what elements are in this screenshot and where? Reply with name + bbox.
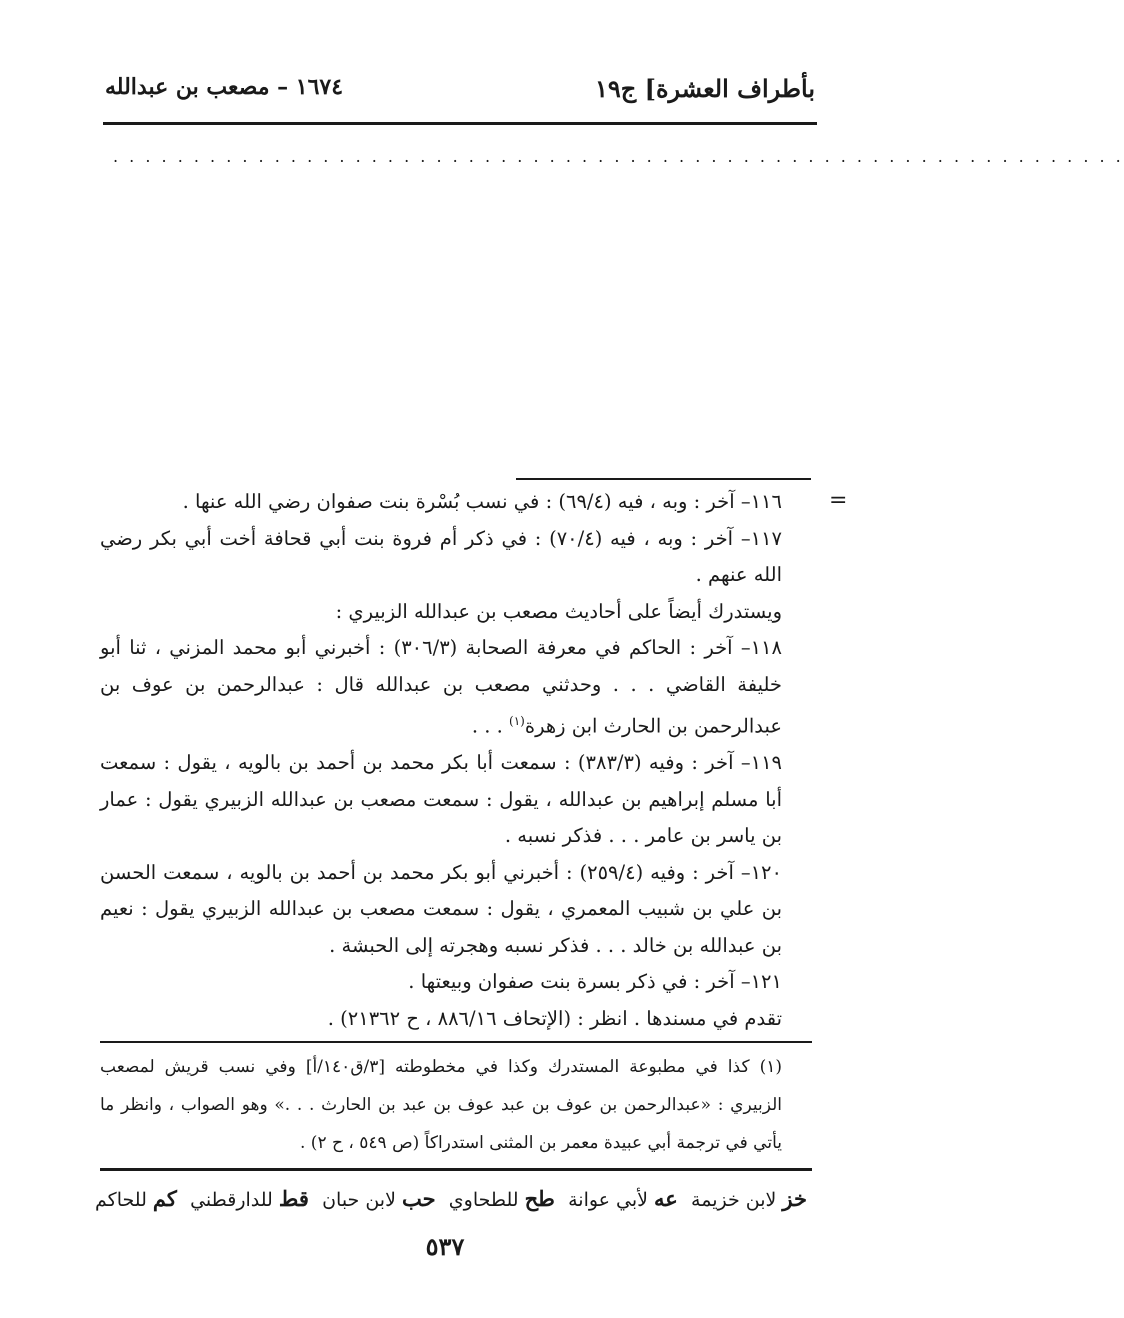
footnote-ref: (١): [509, 714, 525, 728]
abbrev-item: [691, 1186, 807, 1211]
footer-rule: [100, 1168, 812, 1171]
running-header: [105, 74, 815, 114]
abbrev-label: للحاكم: [95, 1188, 147, 1211]
abbrev-code: قط: [278, 1185, 309, 1211]
abbrev-item: [568, 1186, 678, 1211]
abbrev-label: لأبي عوانة: [568, 1188, 648, 1211]
abbrev-code: عه: [654, 1185, 678, 1211]
section-separator: [516, 478, 811, 480]
entry-118-text: ١١٨– آخر : الحاكم في معرفة الصحابة (٣٠٦/٣) : أخبرني أبو محمد المزني ، ثنا أبو خليفة القاضي . . . وحدثني مصعب بن عبدالله قال : عبدالرحمن بن عوف بن عبدالرحمن بن الحارث ابن زهرة: [100, 636, 782, 738]
abbrev-item: [449, 1186, 555, 1211]
footnote: [100, 1048, 812, 1162]
header-rule: [103, 122, 817, 125]
abbrev-label: للطحاوي: [448, 1188, 519, 1211]
entry-121-reference: تقدم في مسندها . انظر : (الإتحاف ٨٨٦/١٦ ، ح ٢١٣٦٢) .: [327, 1006, 782, 1030]
supplement-heading: ويستدرك أيضاً على أحاديث مصعب بن عبدالله الزبيري :: [335, 599, 782, 623]
abbrev-item: [95, 1186, 177, 1211]
abbrev-item: [322, 1186, 436, 1211]
abbrev-code: خز: [782, 1185, 807, 1211]
abbrev-code: حب: [401, 1185, 436, 1211]
abbrev-label: لابن حبان: [322, 1188, 396, 1211]
abbreviation-key: [95, 1180, 807, 1216]
abbrev-item: [190, 1186, 309, 1211]
entry-117: ١١٧– آخر : وبه ، فيه (٧٠/٤) : في ذكر أم فروة بنت أبي قحافة أخت أبي بكر رضي الله عنهم .: [100, 526, 782, 586]
entry-118-ellipsis: . . .: [471, 714, 510, 738]
header-volume: بأطراف العشرة] ج١٩: [594, 74, 815, 103]
abbrev-label: للدارقطني: [190, 1188, 273, 1211]
entry-119: ١١٩– آخر : وفيه (٣٨٣/٣) : سمعت أبا بكر محمد بن أحمد بن بالويه ، يقول : سمعت أبا مسلم إبراهيم بن عبدالله ، يقول : سمعت مصعب بن عبدالله الزبيري يقول : عمار بن ياسر بن عامر . . . فذكر نسبه .: [100, 751, 783, 847]
abbrev-code: طح: [524, 1185, 555, 1211]
header-entry-title: ١٦٧٤ – مصعب بن عبدالله: [105, 74, 344, 100]
continuation-mark: =: [829, 488, 848, 513]
abbrev-code: كم: [152, 1185, 177, 1211]
omission-dots: . . . . . . . . . . . . . . . . . . . . . . . . . . . . . . . . . . . . . . . . . . . . . . . . . . . . . . . . . . . . . . .: [113, 147, 1124, 166]
entry-120: ١٢٠– آخر : وفيه (٢٥٩/٤) : أخبرني أبو بكر محمد بن أحمد بن بالويه ، سمعت الحسن بن علي بن شبيب المعمري ، يقول : سمعت مصعب بن عبدالله الزبيري يقول : نعيم بن عبدالله بن خالد . . . فذكر نسبه وهجرته إلى الحبشة .: [100, 860, 782, 957]
entry-116: ١١٦– آخر : وبه ، فيه (٦٩/٤) : في نسب بُسْرة بنت صفوان رضي الله عنها .: [182, 490, 782, 513]
abbrev-label: لابن خزيمة: [691, 1188, 777, 1211]
page-number: ٥٣٧: [425, 1232, 465, 1261]
footnote-1: (١) كذا في مطبوعة المستدرك وكذا في مخطوطته [٣/ق١٤٠/أ] وفي نسب قريش لمصعب الزبيري : «عبدالرحمن بن عوف بن عبد عوف بن عبد بن الحارث . . .» وهو الصواب ، وانظر ما يأتي في ترجمة أبي عبيدة معمر بن المثنى استدراكاً (ص ٥٤٩ ، ح ٢) .: [100, 1057, 782, 1153]
main-text: [100, 484, 812, 1037]
entry-121: ١٢١– آخر : في ذكر بسرة بنت صفوان وبيعتها .: [408, 970, 782, 993]
entry-118: [100, 630, 812, 745]
footnote-rule: [100, 1041, 812, 1043]
